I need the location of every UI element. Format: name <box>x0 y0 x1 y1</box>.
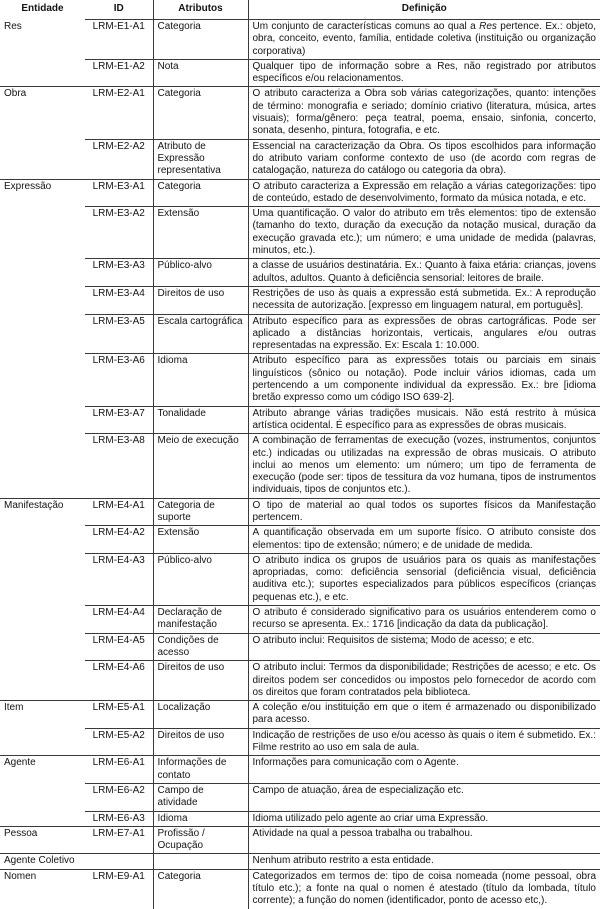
id-cell: LRM-E3-A2 <box>85 207 153 259</box>
entity-cell <box>0 606 85 634</box>
definition-cell: Nenhum atributo restrito a esta entidade. <box>248 854 600 869</box>
table-row <box>0 354 600 406</box>
table-row <box>0 606 600 634</box>
definition-cell: Campo de atuação, área de especialização etc. <box>248 783 600 811</box>
entity-cell <box>0 783 85 811</box>
entity-cell <box>0 286 85 314</box>
definition-cell: Uma quantificação. O valor do atributo em três elementos: tipo de extensão (tamanho do texto, duração da execução da notação musical, duração da execução gravada etc.); um número; e uma unidade de medida (palavras, minutos, etc.). <box>248 207 600 259</box>
id-cell: LRM-E6-A2 <box>85 783 153 811</box>
entity-cell <box>0 314 85 354</box>
column-header-id: ID <box>85 0 153 20</box>
id-cell: LRM-E2-A1 <box>85 87 153 139</box>
table-row <box>0 728 600 756</box>
definition-cell: A coleção e/ou instituição em que o item é armazenado ou disponibilizado para acesso. <box>248 701 600 729</box>
entity-cell <box>0 354 85 406</box>
attribute-cell <box>153 854 248 869</box>
definition-cell: Essencial na caracterização da Obra. Os tipos escolhidos para informação do atributo variam conforme contexto de uso (de acordo com regras de catalogação, natureza do catálogo ou categoria da obra). <box>248 139 600 179</box>
attribute-cell: Extensão <box>153 207 248 259</box>
table-row <box>0 286 600 314</box>
entity-cell <box>0 139 85 179</box>
id-cell: LRM-E4-A3 <box>85 553 153 605</box>
table-row <box>0 498 600 526</box>
definition-cell: Indicação de restrições de uso e/ou acesso às quais o item é submetido. Ex.: Filme restrito ao uso em sala de aula. <box>248 728 600 756</box>
table-row <box>0 179 600 207</box>
entity-cell: Nomen <box>0 869 85 908</box>
id-cell: LRM-E3-A4 <box>85 286 153 314</box>
table-row <box>0 59 600 87</box>
table-row <box>0 314 600 354</box>
column-header-entidade: Entidade <box>21 3 64 15</box>
id-cell: LRM-E1-A1 <box>85 20 153 60</box>
id-cell: LRM-E5-A1 <box>85 701 153 729</box>
column-header-definicao: Definição <box>248 0 600 20</box>
entity-cell <box>0 207 85 259</box>
attribute-cell: Informações de contato <box>153 756 248 784</box>
attribute-cell: Idioma <box>153 811 248 826</box>
column-header-atributos: Atributos <box>153 0 248 20</box>
entity-cell <box>0 406 85 434</box>
definition-cell: Atividade na qual a pessoa trabalha ou trabalhou. <box>248 826 600 854</box>
attribute-cell: Público-alvo <box>153 553 248 605</box>
id-cell: LRM-E5-A2 <box>85 728 153 756</box>
id-cell: LRM-E6-A3 <box>85 811 153 826</box>
attribute-cell: Condições de acesso <box>153 633 248 661</box>
table-row <box>0 434 600 498</box>
definition-cell: Atributo específico para as expressões totais ou parciais em sinais linguísticos (sônico ou notação). Pode incluir vários idiomas, cada um pertencendo a um componente individual da expressão. Ex.: bre [idioma bretão expresso como um código ISO 639-2]. <box>248 354 600 406</box>
table-row <box>0 661 600 701</box>
definition-cell: O atributo indica os grupos de usuários para os quais as manifestações apropriadas, como: deficiência sensorial (deficiência visual, deficiência auditiva etc.); suportes especializados para públicos específicos (crianças pequenas etc.), e etc. <box>248 553 600 605</box>
definition-cell: Atributo abrange várias tradições musicais. Não está restrito à música artística ocidental. É específico para as expressões de obras musicais. <box>248 406 600 434</box>
definition-cell: Categorizados em termos de: tipo de coisa nomeada (nome pessoal, obra título etc.); a fonte na qual o nomen é atestado (título da lombada, título corrente); a função do nomen (identificador, ponto de acesso etc,). <box>248 869 600 908</box>
definition-cell: O atributo inclui: Requisitos de sistema; Modo de acesso; e etc. <box>248 633 600 661</box>
entity-cell <box>0 661 85 701</box>
table-row <box>0 526 600 554</box>
attribute-cell: Localização <box>153 701 248 729</box>
attribute-cell: Categoria <box>153 20 248 60</box>
attribute-cell: Campo de atividade <box>153 783 248 811</box>
attribute-cell: Categoria de suporte <box>153 498 248 526</box>
definition-cell: O atributo é considerado significativo para os usuários entenderem como o recurso se apresenta. Ex.: 1716 [indicação da data da publicação]. <box>248 606 600 634</box>
table-row <box>0 701 600 729</box>
id-cell: LRM-E3-A1 <box>85 179 153 207</box>
entity-cell <box>0 526 85 554</box>
table-row <box>0 756 600 784</box>
table-body <box>0 20 600 909</box>
definition-cell: Informações para comunicação com o Agente. <box>248 756 600 784</box>
entity-cell: Item <box>0 701 85 729</box>
id-cell: LRM-E3-A3 <box>85 259 153 287</box>
table-row <box>0 869 600 908</box>
definition-cell: O atributo inclui: Termos da disponibilidade; Restrições de acesso; e etc. Os direitos podem ser concedidos ou impostos pelo fornecedor de acordo com os direitos que foram contratados pela biblioteca. <box>248 661 600 701</box>
entity-cell: Obra <box>0 87 85 139</box>
definition-cell: A quantificação observada em um suporte físico. O atributo consiste dos elementos: tipo de extensão; número; e de unidade de medida. <box>248 526 600 554</box>
table-row <box>0 259 600 287</box>
table-row <box>0 783 600 811</box>
definition-cell: a classe de usuários destinatária. Ex.: Quanto à faixa etária: crianças, jovens adultos, adultos. Quanto à deficiência sensorial: leitores de braile. <box>248 259 600 287</box>
attribute-cell: Tonalidade <box>153 406 248 434</box>
entity-cell: Pessoa <box>0 826 85 854</box>
attribute-cell: Nota <box>153 59 248 87</box>
id-cell: LRM-E2-A2 <box>85 139 153 179</box>
entity-cell: Agente <box>0 756 85 784</box>
id-cell: LRM-E1-A2 <box>85 59 153 87</box>
attribute-cell: Categoria <box>153 179 248 207</box>
table-row <box>0 553 600 605</box>
table-header <box>0 0 600 20</box>
entity-cell <box>0 59 85 87</box>
table-row <box>0 811 600 826</box>
entity-cell: Expressão <box>0 179 85 207</box>
attribute-cell: Idioma <box>153 354 248 406</box>
entity-cell <box>0 633 85 661</box>
attribute-cell: Direitos de uso <box>153 286 248 314</box>
id-cell: LRM-E4-A6 <box>85 661 153 701</box>
attribute-cell: Público-alvo <box>153 259 248 287</box>
entity-cell <box>0 728 85 756</box>
id-cell: LRM-E6-A1 <box>85 756 153 784</box>
table-row <box>0 87 600 139</box>
id-cell: LRM-E4-A5 <box>85 633 153 661</box>
definition-cell: Qualquer tipo de informação sobre a Res, não registrado por atributos específicos e/ou relacionamentos. <box>248 59 600 87</box>
attribute-cell: Declaração de manifestação <box>153 606 248 634</box>
definition-cell: O tipo de material ao qual todos os suportes físicos da Manifestação pertencem. <box>248 498 600 526</box>
attribute-cell: Categoria <box>153 87 248 139</box>
entity-cell: Res <box>4 20 22 32</box>
table-row <box>0 207 600 259</box>
entity-cell <box>0 259 85 287</box>
attribute-cell: Extensão <box>153 526 248 554</box>
table-row <box>0 20 600 60</box>
id-cell: LRM-E9-A1 <box>85 869 153 908</box>
id-cell: LRM-E7-A1 <box>85 826 153 854</box>
attribute-cell: Direitos de uso <box>153 728 248 756</box>
definition-cell: Atributo específico para as expressões de obras cartográficas. Pode ser aplicado a distâncias horizontais, verticais, angulares e/ou outras representadas na expressão. Ex: Escala 1: 10.000. <box>248 314 600 354</box>
attribute-cell: Profissão / Ocupação <box>153 826 248 854</box>
entity-cell: Agente Coletivo <box>0 854 85 869</box>
definition-cell: Restrições de uso às quais a expressão está submetida. Ex.: A reprodução necessita de autorização. [expresso em linguagem natural, em português]. <box>248 286 600 314</box>
table-row <box>0 139 600 179</box>
definition-cell: O atributo caracteriza a Expressão em relação a várias categorizações: tipo de conteúdo, estado de desenvolvimento, formato da música notada, e etc. <box>248 179 600 207</box>
attribute-cell: Escala cartográfica <box>153 314 248 354</box>
id-cell: LRM-E3-A6 <box>85 354 153 406</box>
id-cell: LRM-E4-A4 <box>85 606 153 634</box>
table-row <box>0 633 600 661</box>
attribute-cell: Atributo de Expressão representativa <box>153 139 248 179</box>
id-cell: LRM-E3-A5 <box>85 314 153 354</box>
entity-cell <box>0 553 85 605</box>
entity-cell: Manifestação <box>0 498 85 526</box>
table-row <box>0 406 600 434</box>
entity-cell <box>0 434 85 498</box>
table-row <box>0 854 600 869</box>
definition-cell: Um conjunto de características comuns ao qual a Res pertence. Ex.: objeto, obra, conceito, evento, família, entidade coletiva (instituição ou organização corporativa) <box>248 20 600 60</box>
entity-cell <box>0 811 85 826</box>
definition-cell: Idioma utilizado pelo agente ao criar uma Expressão. <box>248 811 600 826</box>
attribute-cell: Categoria <box>153 869 248 908</box>
id-cell: LRM-E4-A2 <box>85 526 153 554</box>
id-cell: LRM-E3-A8 <box>85 434 153 498</box>
attribute-cell: Meio de execução <box>153 434 248 498</box>
id-cell: LRM-E3-A7 <box>85 406 153 434</box>
attribute-cell: Direitos de uso <box>153 661 248 701</box>
header-row <box>0 0 600 20</box>
definition-cell: O atributo caracteriza a Obra sob várias categorizações, quanto: intenções de término: monografia e seriado; domínio criativo (literatura, música, artes visuais); forma/gênero: peça teatral, poema, ensaio, sinfonia, concerto, sonata, desenho, pintura, fotografia, e etc. <box>248 87 600 139</box>
id-cell: LRM-E4-A1 <box>85 498 153 526</box>
id-cell <box>85 854 153 869</box>
definition-cell: A combinação de ferramentas de execução (vozes, instrumentos, conjuntos etc.) indicadas ou utilizadas na expressão de obras musicais. O atributo inclui ao menos um elemento: um número; um tipo de ferramenta de execução (pode ser: tipos de tessitura da voz humana, tipos de instrumentos individuais, tipos de conjuntos etc.). <box>248 434 600 498</box>
table-row <box>0 826 600 854</box>
